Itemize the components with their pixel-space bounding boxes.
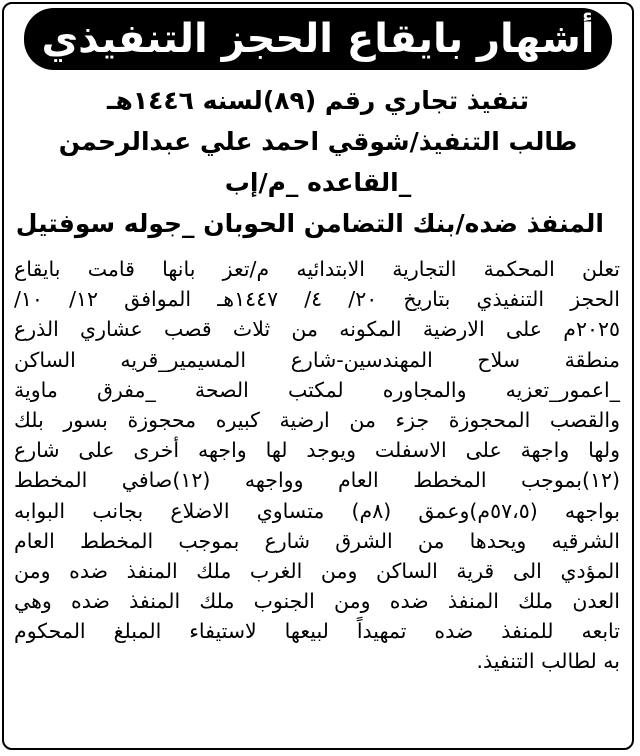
- body-line: تعلن المحكمة التجارية الابتدائيه م/تعز بانها قامت بايقاع: [14, 257, 620, 281]
- title-banner: [24, 8, 612, 70]
- applicant-location-line: _القاعده _م/إب: [224, 168, 412, 197]
- court-notice: [2, 2, 634, 750]
- body-line: بواجهه (٥٧،٥م)وعمق (٨م) متساوي الاضلاع بجانب البوابه: [14, 498, 620, 523]
- body-line: المؤدي الى قرية الساكن ومن الغرب ملك المنفذ ضده ومن: [14, 558, 620, 583]
- body-line-final: به لطالب التنفيذ.: [476, 649, 620, 674]
- body-line: ولها واجهة على الاسفلت ويوجد لها واجهه أخرى على شارع: [14, 438, 620, 463]
- body-line: والقصب المحجوزة جزء من ارضية كبيره محجوزة بسور بلك: [14, 407, 620, 432]
- body-line: ٢٠٢٥م على الارضية المكونه من ثلاث قصب عشاري الذرع: [14, 317, 620, 342]
- respondent-line: المنفذ ضده/بنك التضامن الحوبان _جوله سوفتيل: [15, 209, 604, 238]
- body-line: الحجز التنفيذي بتاريخ ٢٠/ ٤/ ١٤٤٧هـ الموافق ١٢/ ١٠/: [14, 287, 620, 312]
- case-heading: [14, 80, 622, 244]
- body-line: (١٢)بموجب المخطط العام وواجهه (١٢)صافي المخطط: [14, 468, 620, 493]
- body-line: العدن ملك المنفذ ضده ومن الجنوب ملك المنفذ ضده وهي: [14, 589, 620, 614]
- body-line: تابعه للمنفذ ضده تمهيداً لبيعها لاستيفاء المبلغ المحكوم: [14, 619, 620, 644]
- notice-title: أشهار بايقاع الحجز التنفيذي: [41, 16, 595, 62]
- case-number-line: تنفيذ تجاري رقم (٨٩)لسنه ١٤٤٦هـ: [106, 86, 530, 115]
- body-line: الشرقيه ويحدها من الشرق شارع بموجب المخطط العام: [14, 528, 620, 553]
- applicant-line: طالب التنفيذ/شوقي احمد علي عبدالرحمن: [58, 127, 578, 156]
- notice-body: [14, 254, 620, 677]
- body-line: منطقة سلاح المهندسين-شارع المسيمير_قريه الساكن: [14, 347, 620, 372]
- body-line: _اعمور_تعزيه والمجاوره لمكتب الصحة _مفرق ماوية: [14, 377, 620, 402]
